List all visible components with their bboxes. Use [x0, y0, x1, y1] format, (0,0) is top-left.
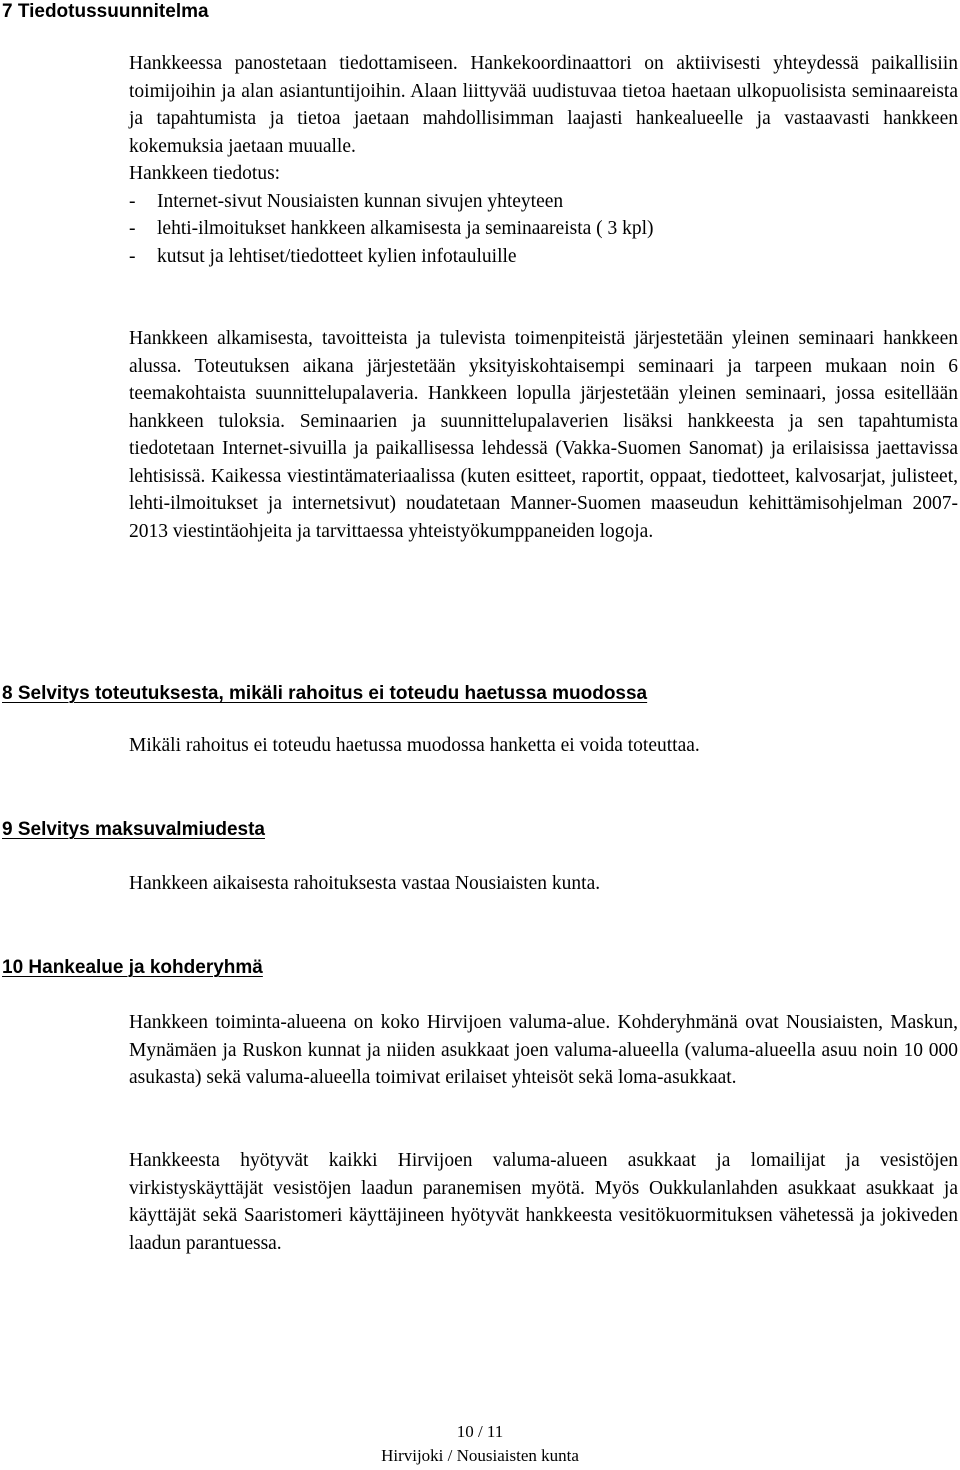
section-7-paragraph-2: Hankkeen alkamisesta, tavoitteista ja tulevista toimenpiteistä järjestetään yleinen seminaari hankkeen alussa. Toteutuksen aikana järjestetään yksityiskohtaisempi seminaari ja tarpeen mukaan noin 6 teemakohtaista suunnittelupalaveria. Hankkeen lopulla järjestetään yleinen seminaari, jossa esitellään hankkeen tuloksia. Seminaarien ja suunnittelupalaverien lisäksi hankkeesta ja sen tapahtumista tiedotetaan Internet-sivuilla ja paikallisessa lehdessä (Vakka-Suomen Sanomat) ja erilaisissa jaettavissa lehtisissä. Kaikessa viestintämateriaalissa (kuten esitteet, raportit, oppaat, tiedotteet, kalvosarjat, julisteet, lehti-ilmoitukset ja internetsivut) noudatetaan Manner-Suomen maaseudun kehittämisohjelman 2007- 2013 viestintäohjeita ja tarvittaessa yhteistyökumppaneiden logoja. — [129, 328, 958, 542]
section-10-body-2 — [129, 1147, 958, 1257]
list-dash: - — [129, 190, 136, 212]
list-item-text: kutsut ja lehtiset/tiedotteet kylien infotauluille — [157, 245, 517, 267]
section-7-paragraph-1: Hankkeessa panostetaan tiedottamiseen. Hankekoordinaattori on aktiivisesti yhteydessä paikallisiin toimijoihin ja alan asiantuntijoihin. Alaan liittyvää uudistuvaa tietoa haetaan ulkopuolisista seminaareista ja tapahtumista ja tietoa jaetaan mahdollisimman laajasti hankealueelle ja vastaavasti hankkeen kokemuksia jaetaan muualle. — [129, 53, 958, 157]
list-dash: - — [129, 245, 136, 267]
section-7-body — [129, 50, 958, 270]
section-8-text: Mikäli rahoitus ei toteudu haetussa muodossa hanketta ei voida toteuttaa. — [129, 735, 700, 756]
section-9-heading: 9 Selvitys maksuvalmiudesta — [2, 819, 265, 840]
communication-list — [129, 188, 958, 271]
list-item — [129, 188, 958, 216]
list-item-text: Internet-sivut Nousiaisten kunnan sivujen yhteyteen — [157, 190, 564, 212]
section-10-paragraph-1: Hankkeen toiminta-alueena on koko Hirvijoen valuma-alue. Kohderyhmänä ovat Nousiaisten, Maskun, Mynämäen ja Ruskon kunnat ja niiden asukkaat joen valuma-alueella (valuma-alueella asuu noin 10 000 asukasta) sekä valuma-alueella toimivat erilaiset yhteisöt sekä loma-asukkaat. — [129, 1012, 958, 1088]
section-10-paragraph-2: Hankkeesta hyötyvät kaikki Hirvijoen valuma-alueen asukkaat ja lomailijat ja vesistöjen virkistyskäyttäjät vesistöjen laadun paranemisen myötä. Myös Oukkulanlahden asukkaat asukkaat ja käyttäjät sekä Saaristomeri käyttäjineen hyötyvät hankkeesta vesitökuormituksen vähetessä ja jokiveden laadun parantuessa. — [129, 1150, 958, 1254]
communication-list-title: Hankkeen tiedotus: — [129, 163, 281, 184]
list-dash: - — [129, 218, 136, 239]
section-8-heading: 8 Selvitys toteutuksesta, mikäli rahoitus ei toteudu haetussa muodossa — [2, 683, 648, 704]
page-number: 10 / 11 — [456, 1422, 504, 1441]
list-item-text: lehti-ilmoitukset hankkeen alkamisesta ja seminaareista ( 3 kpl) — [157, 218, 654, 239]
section-7-heading: 7 Tiedotussuunnitelma — [2, 1, 209, 22]
section-7-body-2 — [129, 325, 958, 545]
section-10-body — [129, 1009, 958, 1092]
section-8-body — [129, 732, 958, 760]
list-item — [129, 215, 958, 243]
section-9-text: Hankkeen aikaisesta rahoituksesta vastaa Nousiaisten kunta. — [129, 873, 601, 894]
section-10-heading: 10 Hankealue ja kohderyhmä — [2, 957, 263, 978]
section-9-body — [129, 870, 958, 898]
list-item — [129, 243, 958, 271]
footer-document-name: Hirvijoki / Nousiaisten kunta — [381, 1446, 579, 1465]
